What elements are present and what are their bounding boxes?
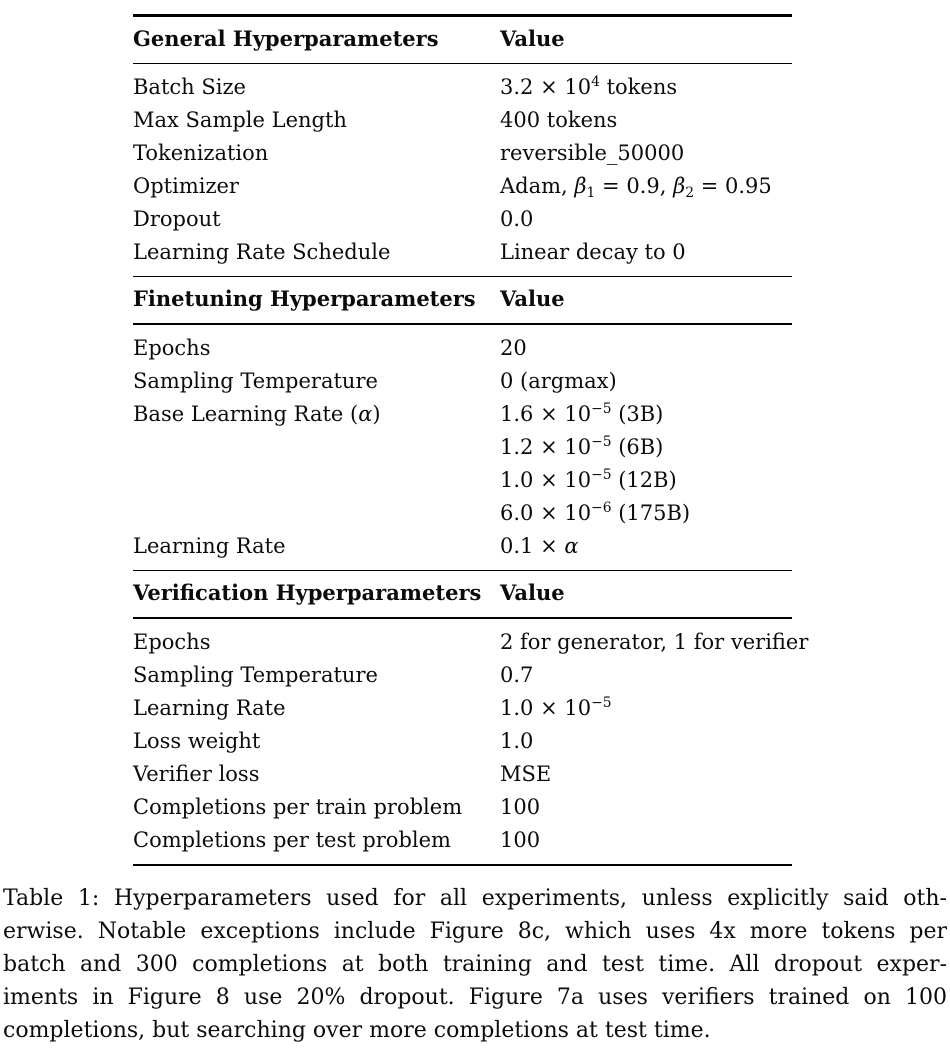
value-cell: 100 (500, 794, 541, 819)
value-cell: 2 for generator, 1 for verifier (500, 629, 809, 654)
table-row (133, 464, 792, 497)
value-cell: $1.0 \times 10^{-5}$ (500, 694, 612, 720)
param-cell: Learning Rate (133, 695, 286, 720)
section-body (133, 64, 792, 276)
table-row (133, 104, 792, 137)
section-header-label: General Hyperparameters (133, 25, 439, 51)
value-cell: 0.7 (500, 662, 534, 687)
value-column-header: Value (500, 580, 565, 606)
param-cell: Tokenization (133, 140, 269, 165)
table-row (133, 530, 792, 563)
value-column-header: Value (500, 25, 565, 51)
table-row (133, 365, 792, 398)
value-cell: 100 (500, 827, 541, 852)
param-cell: Learning Rate Schedule (133, 239, 391, 264)
table-row (133, 824, 792, 857)
table-row (133, 791, 792, 824)
value-cell: 20 (500, 335, 527, 360)
table-row (133, 203, 792, 236)
param-cell: Loss weight (133, 728, 261, 753)
caption-line: batch and 300 completions at both training and test time. All dropout exper- (3, 952, 947, 977)
value-column-header: Value (500, 286, 565, 312)
table-row (133, 692, 792, 725)
value-cell: $1.2 \times 10^{-5}$ (6B) (500, 434, 664, 459)
value-cell: reversible_50000 (500, 140, 685, 165)
table-row (133, 758, 792, 791)
value-cell: 0 (argmax) (500, 368, 617, 393)
section-header-label: Verification Hyperparameters (133, 580, 482, 606)
param-cell (133, 431, 500, 464)
param-cell (133, 497, 500, 530)
value-cell: 400 tokens (500, 107, 618, 132)
caption-line: iments in Figure 8 use 20% dropout. Figure 7a uses verifiers trained on 100 (3, 985, 947, 1010)
caption-line: completions, but searching over more completions at test time. (3, 1018, 711, 1043)
caption-line: erwise. Notable exceptions include Figure 8c, which uses 4x more tokens per (3, 919, 947, 944)
table-row (133, 170, 792, 203)
value-cell: MSE (500, 761, 552, 786)
param-cell: Verifier loss (133, 761, 260, 786)
section-body (133, 619, 809, 864)
table-row (133, 137, 792, 170)
param-cell: Completions per train problem (133, 794, 463, 819)
param-cell: Epochs (133, 629, 211, 654)
param-cell: Sampling Temperature (133, 662, 378, 687)
param-cell (133, 464, 500, 497)
param-cell: Batch Size (133, 74, 246, 99)
table-row (133, 332, 792, 365)
hyperparameter-table (133, 14, 809, 866)
param-cell: Max Sample Length (133, 107, 347, 132)
table-row (133, 71, 792, 104)
section-header-row (133, 17, 792, 63)
param-cell: Optimizer (133, 173, 239, 198)
caption-line: Table 1: Hyperparameters used for all experiments, unless explicitly said oth- (3, 886, 947, 911)
param-cell: Dropout (133, 206, 221, 231)
param-cell: Sampling Temperature (133, 368, 378, 393)
value-cell: 0.0 (500, 206, 534, 231)
table-caption (3, 882, 947, 1047)
table-row (133, 497, 792, 530)
table-row (133, 431, 792, 464)
section-header-row (133, 571, 792, 617)
section-header-row (133, 277, 792, 323)
value-cell: $6.0 \times 10^{-6}$ (175B) (500, 500, 691, 525)
param-cell: Completions per test problem (133, 827, 451, 852)
table-row (133, 659, 792, 692)
table-row (133, 626, 809, 659)
value-cell: $1.6 \times 10^{-5}$ (3B) (500, 401, 664, 426)
section-header-label: Finetuning Hyperparameters (133, 286, 476, 312)
value-cell: 0.1 × α (500, 533, 579, 558)
value-cell: Adam, $\beta_1 = 0.9$, $\beta_2 = 0.95$ (500, 173, 772, 201)
table-row (133, 236, 792, 269)
value-cell: $1.0 \times 10^{-5}$ (12B) (500, 467, 677, 492)
section-body (133, 325, 792, 570)
value-cell: $3.2 \times 10^4$ tokens (500, 74, 678, 99)
value-cell: 1.0 (500, 728, 534, 753)
table-bottom-rule (133, 864, 792, 867)
value-cell: Linear decay to 0 (500, 239, 686, 264)
table-row (133, 398, 792, 431)
table-row (133, 725, 792, 758)
param-cell: Base Learning Rate (α) (133, 401, 381, 426)
param-cell: Learning Rate (133, 533, 286, 558)
param-cell: Epochs (133, 335, 211, 360)
